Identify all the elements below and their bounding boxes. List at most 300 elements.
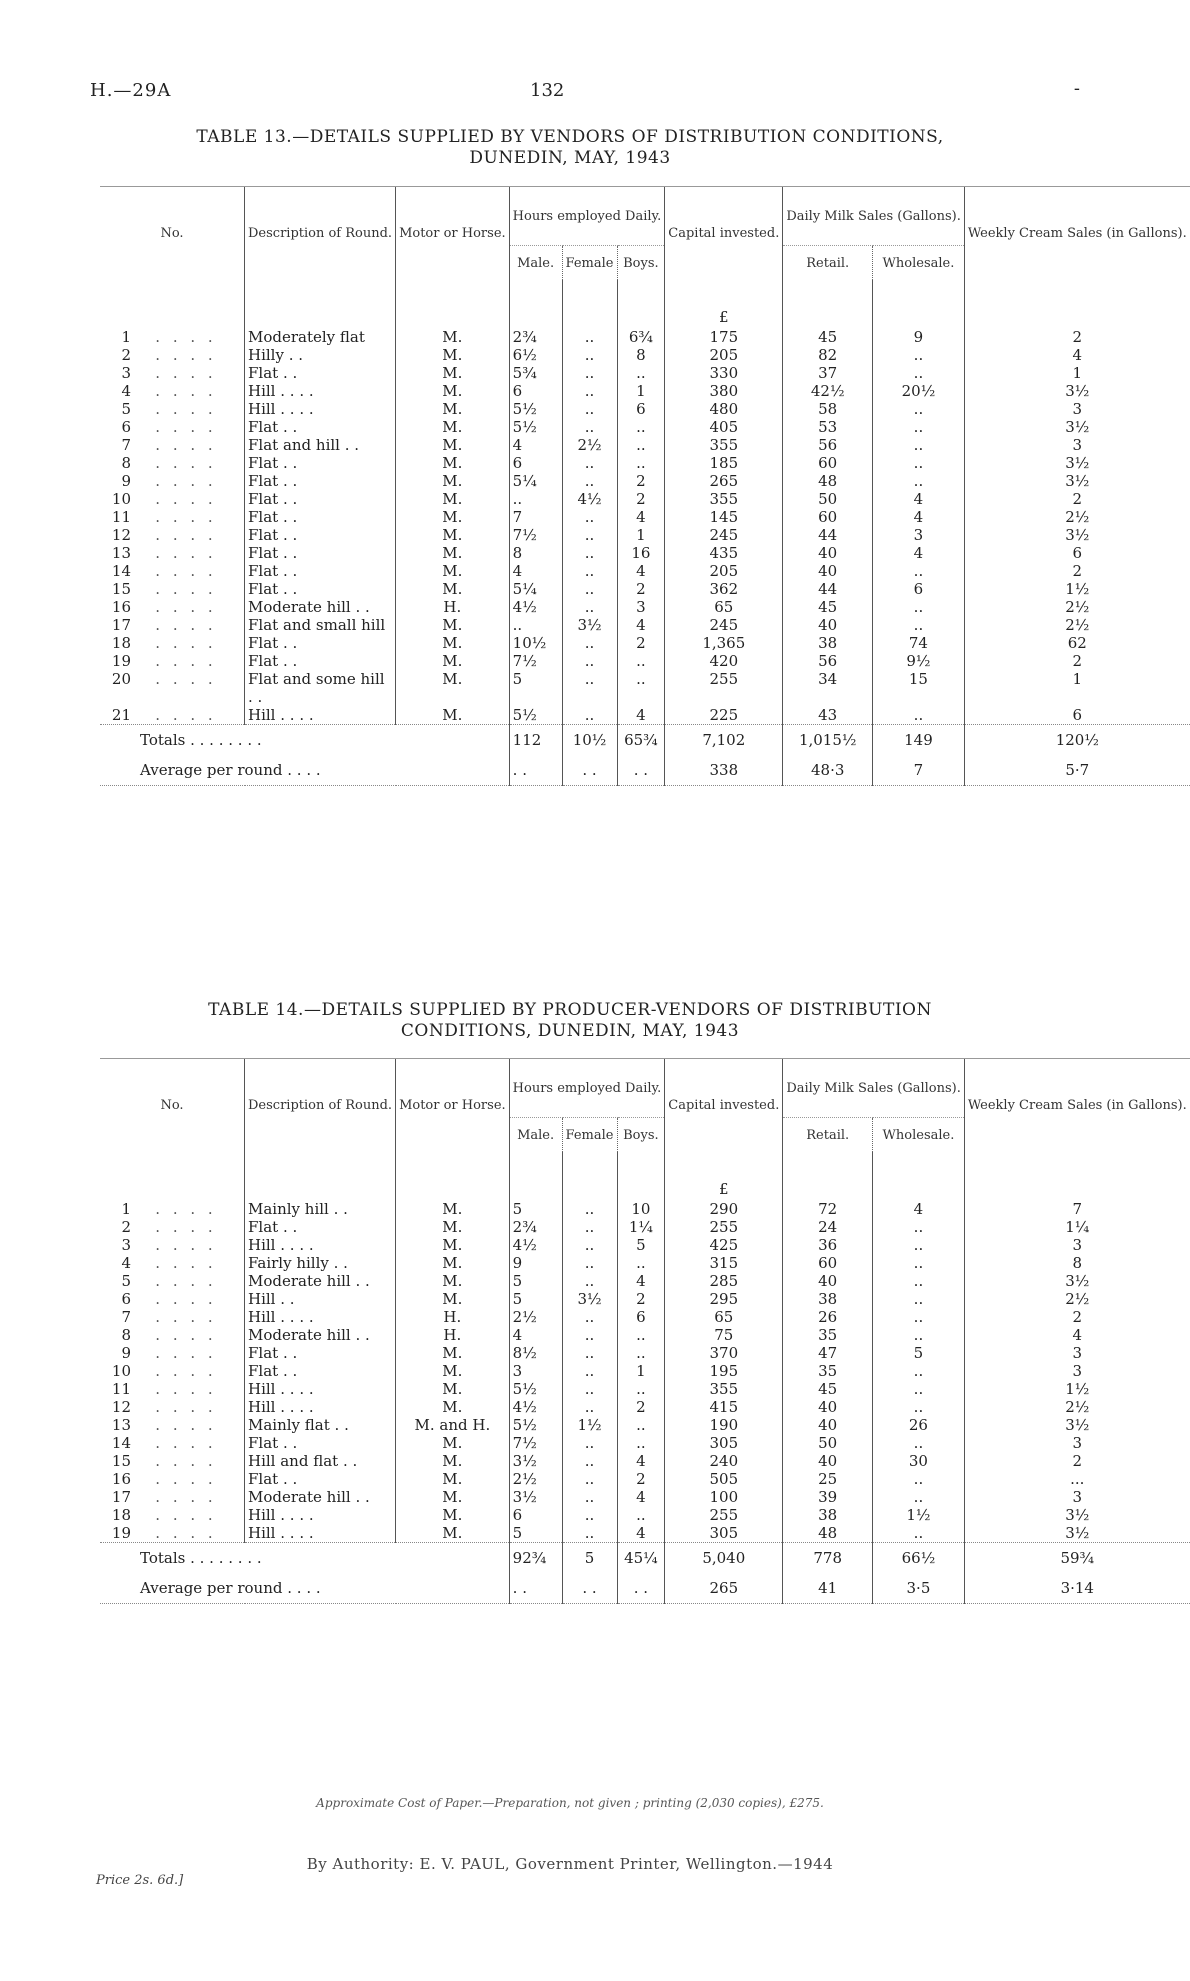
hours-female: ..: [562, 1272, 617, 1290]
hours-male: 7½: [509, 526, 562, 544]
hours-male: 2½: [509, 1470, 562, 1488]
hours-male: 6: [509, 1506, 562, 1524]
leader-dots: . . . .: [155, 364, 217, 382]
motor-or-horse: M.: [396, 1254, 510, 1272]
row-number: 12: [111, 1398, 131, 1416]
milk-wholesale: 26: [873, 1416, 965, 1434]
milk-wholesale: ..: [873, 1398, 965, 1416]
hours-female: ..: [562, 454, 617, 472]
round-description: Flat and hill . .: [245, 436, 396, 454]
hours-female: ..: [562, 1326, 617, 1344]
hours-female: 4½: [562, 490, 617, 508]
weekly-cream: 6: [964, 706, 1189, 725]
hours-female: ..: [562, 706, 617, 725]
table14-title-line1: TABLE 14.—DETAILS SUPPLIED BY PRODUCER-VENDORS OF DISTRIBUTION: [208, 1000, 932, 1020]
hours-female: ..: [562, 1218, 617, 1236]
leader-dots: . . . .: [155, 490, 217, 508]
milk-retail: 38: [783, 1290, 873, 1308]
table-row: [100, 1488, 1190, 1506]
weekly-cream: 3: [964, 1434, 1189, 1452]
motor-or-horse: M.: [396, 1362, 510, 1380]
hours-male: 9: [509, 1254, 562, 1272]
capital-invested: 405: [665, 418, 783, 436]
capital-invested: 185: [665, 454, 783, 472]
capital-invested: 380: [665, 382, 783, 400]
milk-retail: 45: [783, 328, 873, 346]
table-row: [100, 1254, 1190, 1272]
weekly-cream: 1¼: [964, 1218, 1189, 1236]
average-male: . .: [509, 755, 562, 786]
capital-invested: 1,365: [665, 634, 783, 652]
hours-male: 5½: [509, 418, 562, 436]
header-hours: Hours employed Daily.: [509, 187, 665, 246]
hours-female: 3½: [562, 1290, 617, 1308]
hours-female: ..: [562, 508, 617, 526]
motor-or-horse: M.: [396, 1506, 510, 1524]
row-number: 4: [121, 382, 131, 400]
hours-female: ..: [562, 400, 617, 418]
row-number: 18: [111, 634, 131, 652]
hours-boys: 4: [617, 1488, 665, 1506]
round-description: Hilly . .: [245, 346, 396, 364]
totals-retail: 778: [783, 1543, 873, 1574]
round-description: Hill . . . .: [245, 1308, 396, 1326]
totals-capital: 7,102: [665, 725, 783, 756]
hours-boys: 6: [617, 1308, 665, 1326]
row-number: 14: [111, 1434, 131, 1452]
hours-male: 5: [509, 1200, 562, 1218]
currency-row: [100, 308, 1190, 328]
currency-symbol: £: [665, 308, 783, 328]
hours-male: 4½: [509, 1236, 562, 1254]
header-female: Female: [562, 1118, 617, 1153]
hours-female: ..: [562, 1200, 617, 1218]
hours-female: ..: [562, 1470, 617, 1488]
hours-male: 6: [509, 382, 562, 400]
table-row: [100, 1398, 1190, 1416]
hours-female: ..: [562, 1254, 617, 1272]
header-female: Female: [562, 246, 617, 281]
hours-female: 2½: [562, 436, 617, 454]
round-description: Hill . . . .: [245, 1380, 396, 1398]
leader-dots: . . . .: [155, 1380, 217, 1398]
motor-or-horse: M.: [396, 1398, 510, 1416]
table-row: [100, 1452, 1190, 1470]
row-number: 11: [111, 508, 131, 526]
weekly-cream: 2½: [964, 1290, 1189, 1308]
milk-retail: 40: [783, 544, 873, 562]
milk-retail: 40: [783, 616, 873, 634]
milk-wholesale: 5: [873, 1344, 965, 1362]
round-description: Flat . .: [245, 562, 396, 580]
round-description: Flat . .: [245, 634, 396, 652]
milk-retail: 44: [783, 526, 873, 544]
round-description: Flat . .: [245, 1344, 396, 1362]
milk-retail: 53: [783, 418, 873, 436]
hours-female: ..: [562, 580, 617, 598]
totals-label: Totals . . . . . . . .: [100, 1543, 509, 1574]
leader-dots: . . . .: [155, 1506, 217, 1524]
table13-title-line2: DUNEDIN, MAY, 1943: [469, 148, 671, 168]
hours-boys: 4: [617, 616, 665, 634]
table13-title-line1: TABLE 13.—DETAILS SUPPLIED BY VENDORS OF DISTRIBUTION CONDITIONS,: [196, 127, 944, 147]
average-cream: 5·7: [964, 755, 1189, 786]
milk-wholesale: ..: [873, 1218, 965, 1236]
hours-boys: ..: [617, 454, 665, 472]
hours-male: 5: [509, 1524, 562, 1543]
milk-wholesale: ..: [873, 454, 965, 472]
leader-dots: . . . .: [155, 1362, 217, 1380]
milk-retail: 47: [783, 1344, 873, 1362]
leader-dots: . . . .: [155, 1290, 217, 1308]
hours-female: ..: [562, 598, 617, 616]
motor-or-horse: M.: [396, 1236, 510, 1254]
hours-male: 2¾: [509, 328, 562, 346]
hours-male: 6: [509, 454, 562, 472]
milk-retail: 38: [783, 634, 873, 652]
hours-female: ..: [562, 1398, 617, 1416]
table-row: [100, 1434, 1190, 1452]
table14: [100, 1058, 1190, 1604]
leader-dots: . . . .: [155, 436, 217, 454]
milk-retail: 35: [783, 1362, 873, 1380]
leader-dots: . . . .: [155, 1470, 217, 1488]
row-number: 8: [121, 454, 131, 472]
milk-retail: 34: [783, 670, 873, 706]
totals-boys: 45¼: [617, 1543, 665, 1574]
hours-male: 7: [509, 508, 562, 526]
table-row: [100, 346, 1190, 364]
hours-male: 10½: [509, 634, 562, 652]
totals-cream: 120½: [964, 725, 1189, 756]
round-description: Hill . .: [245, 1290, 396, 1308]
hours-boys: ..: [617, 418, 665, 436]
hours-male: 7½: [509, 1434, 562, 1452]
motor-or-horse: M.: [396, 1200, 510, 1218]
printer-authority: By Authority: E. V. PAUL, Government Printer, Wellington.—1944: [306, 1855, 834, 1873]
weekly-cream: 2: [964, 490, 1189, 508]
table-row: [100, 454, 1190, 472]
leader-dots: . . . .: [155, 706, 217, 724]
hours-boys: 2: [617, 580, 665, 598]
milk-retail: 45: [783, 598, 873, 616]
leader-dots: . . . .: [155, 418, 217, 436]
motor-or-horse: M.: [396, 1470, 510, 1488]
milk-wholesale: 9: [873, 328, 965, 346]
milk-retail: 40: [783, 1452, 873, 1470]
capital-invested: 355: [665, 490, 783, 508]
spacer-row: [100, 1152, 1190, 1180]
weekly-cream: 3: [964, 436, 1189, 454]
milk-wholesale: ..: [873, 706, 965, 725]
weekly-cream: 2½: [964, 598, 1189, 616]
hours-boys: 4: [617, 1452, 665, 1470]
table-row: [100, 364, 1190, 382]
hours-boys: ..: [617, 1254, 665, 1272]
hours-boys: ..: [617, 1416, 665, 1434]
capital-invested: 75: [665, 1326, 783, 1344]
leader-dots: . . . .: [155, 1398, 217, 1416]
average-female: . .: [562, 1573, 617, 1604]
round-description: Flat and small hill: [245, 616, 396, 634]
row-number: 13: [111, 1416, 131, 1434]
capital-invested: 100: [665, 1488, 783, 1506]
milk-retail: 38: [783, 1506, 873, 1524]
round-description: Mainly flat . .: [245, 1416, 396, 1434]
capital-invested: 175: [665, 328, 783, 346]
hours-male: 5½: [509, 706, 562, 725]
round-description: Flat and some hill . .: [245, 670, 396, 706]
weekly-cream: 2½: [964, 616, 1189, 634]
capital-invested: 145: [665, 508, 783, 526]
row-number: 15: [111, 1452, 131, 1470]
milk-retail: 56: [783, 652, 873, 670]
capital-invested: 330: [665, 364, 783, 382]
leader-dots: . . . .: [155, 1272, 217, 1290]
capital-invested: 190: [665, 1416, 783, 1434]
milk-wholesale: 3: [873, 526, 965, 544]
leader-dots: . . . .: [155, 1200, 217, 1218]
hours-boys: 2: [617, 490, 665, 508]
hours-female: ..: [562, 1236, 617, 1254]
milk-retail: 45: [783, 1380, 873, 1398]
weekly-cream: 6: [964, 544, 1189, 562]
round-description: Flat . .: [245, 1434, 396, 1452]
table-row: [100, 1416, 1190, 1434]
motor-or-horse: M.: [396, 1290, 510, 1308]
capital-invested: 245: [665, 526, 783, 544]
header-boys: Boys.: [617, 1118, 665, 1153]
hours-female: ..: [562, 1434, 617, 1452]
table-row: [100, 508, 1190, 526]
hours-male: 7½: [509, 652, 562, 670]
weekly-cream: 7: [964, 1200, 1189, 1218]
leader-dots: . . . .: [155, 1434, 217, 1452]
motor-or-horse: M.: [396, 580, 510, 598]
leader-dots: . . . .: [155, 1308, 217, 1326]
hours-boys: 16: [617, 544, 665, 562]
row-number: 2: [121, 346, 131, 364]
round-description: Moderate hill . .: [245, 1272, 396, 1290]
weekly-cream: 3½: [964, 526, 1189, 544]
weekly-cream: 4: [964, 1326, 1189, 1344]
hours-male: 3½: [509, 1488, 562, 1506]
price-note: Price 2s. 6d.]: [96, 1873, 184, 1888]
capital-invested: 505: [665, 1470, 783, 1488]
leader-dots: . . . .: [155, 1254, 217, 1272]
milk-retail: 39: [783, 1488, 873, 1506]
average-capital: 265: [665, 1573, 783, 1604]
row-number: 16: [111, 598, 131, 616]
milk-wholesale: ..: [873, 1524, 965, 1543]
weekly-cream: 3½: [964, 472, 1189, 490]
capital-invested: 425: [665, 1236, 783, 1254]
milk-wholesale: 6: [873, 580, 965, 598]
average-capital: 338: [665, 755, 783, 786]
round-description: Flat . .: [245, 1362, 396, 1380]
row-number: 18: [111, 1506, 131, 1524]
motor-or-horse: M.: [396, 1380, 510, 1398]
milk-retail: 36: [783, 1236, 873, 1254]
hours-female: 3½: [562, 616, 617, 634]
capital-invested: 65: [665, 1308, 783, 1326]
header-cream: Weekly Cream Sales (in Gallons).: [964, 1059, 1189, 1153]
milk-retail: 42½: [783, 382, 873, 400]
leader-dots: . . . .: [155, 400, 217, 418]
weekly-cream: 3½: [964, 1416, 1189, 1434]
weekly-cream: 62: [964, 634, 1189, 652]
motor-or-horse: M.: [396, 634, 510, 652]
hours-boys: ..: [617, 1506, 665, 1524]
leader-dots: . . . .: [155, 616, 217, 634]
round-description: Moderate hill . .: [245, 1488, 396, 1506]
leader-dots: . . . .: [155, 382, 217, 400]
motor-or-horse: M.: [396, 562, 510, 580]
header-no: No.: [100, 187, 245, 281]
leader-dots: . . . .: [155, 346, 217, 364]
leader-dots: . . . .: [155, 328, 217, 346]
milk-retail: 50: [783, 1434, 873, 1452]
leader-dots: . . . .: [155, 526, 217, 544]
weekly-cream: 1½: [964, 580, 1189, 598]
row-number: 11: [111, 1380, 131, 1398]
capital-invested: 362: [665, 580, 783, 598]
milk-retail: 82: [783, 346, 873, 364]
row-number: 10: [111, 490, 131, 508]
capital-invested: 370: [665, 1344, 783, 1362]
hours-female: ..: [562, 1524, 617, 1543]
row-number: 5: [121, 1272, 131, 1290]
capital-invested: 355: [665, 436, 783, 454]
motor-or-horse: M.: [396, 652, 510, 670]
average-wholesale: 3·5: [873, 1573, 965, 1604]
motor-or-horse: M.: [396, 364, 510, 382]
hours-male: 5½: [509, 1380, 562, 1398]
header-wholesale: Wholesale.: [873, 1118, 965, 1153]
header-motor: Motor or Horse.: [396, 187, 510, 281]
milk-retail: 56: [783, 436, 873, 454]
hours-male: 4: [509, 1326, 562, 1344]
motor-or-horse: M.: [396, 400, 510, 418]
weekly-cream: 3½: [964, 1272, 1189, 1290]
table-row: [100, 562, 1190, 580]
motor-or-horse: H.: [396, 1308, 510, 1326]
hours-male: 5¼: [509, 580, 562, 598]
round-description: Moderate hill . .: [245, 598, 396, 616]
motor-or-horse: M.: [396, 616, 510, 634]
capital-invested: 435: [665, 544, 783, 562]
hours-female: ..: [562, 1506, 617, 1524]
header-capital: Capital invested.: [665, 1059, 783, 1153]
motor-or-horse: M.: [396, 544, 510, 562]
weekly-cream: 3½: [964, 1506, 1189, 1524]
round-description: Flat . .: [245, 1470, 396, 1488]
leader-dots: . . . .: [155, 544, 217, 562]
row-number: 3: [121, 1236, 131, 1254]
row-number: 10: [111, 1362, 131, 1380]
table13-title: [90, 127, 1050, 169]
milk-wholesale: 4: [873, 508, 965, 526]
table-row: [100, 670, 1190, 706]
totals-label: Totals . . . . . . . .: [100, 725, 509, 756]
capital-invested: 305: [665, 1434, 783, 1452]
milk-wholesale: 20½: [873, 382, 965, 400]
header-retail: Retail.: [783, 1118, 873, 1153]
table-row: [100, 382, 1190, 400]
leader-dots: . . . .: [155, 598, 217, 616]
header-wholesale: Wholesale.: [873, 246, 965, 281]
motor-or-horse: M.: [396, 670, 510, 706]
table-row: [100, 1470, 1190, 1488]
motor-or-horse: M.: [396, 472, 510, 490]
hours-boys: 4: [617, 706, 665, 725]
motor-or-horse: M.: [396, 508, 510, 526]
hours-boys: 4: [617, 1272, 665, 1290]
motor-or-horse: M.: [396, 328, 510, 346]
capital-invested: 255: [665, 1218, 783, 1236]
milk-wholesale: ..: [873, 418, 965, 436]
table-row: [100, 1506, 1190, 1524]
row-number: 19: [111, 652, 131, 670]
hours-male: ..: [509, 616, 562, 634]
round-description: Flat . .: [245, 418, 396, 436]
hours-female: ..: [562, 1308, 617, 1326]
weekly-cream: 3: [964, 1488, 1189, 1506]
milk-wholesale: ..: [873, 1380, 965, 1398]
motor-or-horse: M.: [396, 454, 510, 472]
totals-boys: 65¾: [617, 725, 665, 756]
weekly-cream: 2: [964, 328, 1189, 346]
milk-wholesale: ..: [873, 1308, 965, 1326]
hours-female: ..: [562, 1362, 617, 1380]
motor-or-horse: M.: [396, 706, 510, 725]
weekly-cream: 3: [964, 400, 1189, 418]
row-number: 6: [121, 418, 131, 436]
milk-wholesale: ..: [873, 562, 965, 580]
weekly-cream: 2: [964, 1308, 1189, 1326]
leader-dots: . . . .: [155, 580, 217, 598]
table-row: [100, 1218, 1190, 1236]
hours-male: 5½: [509, 1416, 562, 1434]
leader-dots: . . . .: [155, 562, 217, 580]
table-row: [100, 418, 1190, 436]
weekly-cream: 1½: [964, 1380, 1189, 1398]
milk-retail: 24: [783, 1218, 873, 1236]
milk-retail: 40: [783, 562, 873, 580]
weekly-cream: 3: [964, 1236, 1189, 1254]
hours-male: 2¾: [509, 1218, 562, 1236]
header-cream: Weekly Cream Sales (in Gallons).: [964, 187, 1189, 281]
row-number: 7: [121, 1308, 131, 1326]
capital-invested: 480: [665, 400, 783, 418]
weekly-cream: 3½: [964, 1524, 1189, 1543]
motor-or-horse: H.: [396, 1326, 510, 1344]
hours-male: 6½: [509, 346, 562, 364]
table-row: [100, 526, 1190, 544]
header-motor: Motor or Horse.: [396, 1059, 510, 1153]
hours-boys: 2: [617, 472, 665, 490]
weekly-cream: 1: [964, 364, 1189, 382]
milk-retail: 40: [783, 1272, 873, 1290]
totals-capital: 5,040: [665, 1543, 783, 1574]
round-description: Flat . .: [245, 526, 396, 544]
header-hours: Hours employed Daily.: [509, 1059, 665, 1118]
milk-wholesale: 74: [873, 634, 965, 652]
leader-dots: . . . .: [155, 652, 217, 670]
round-description: Fairly hilly . .: [245, 1254, 396, 1272]
capital-invested: 265: [665, 472, 783, 490]
round-description: Hill . . . .: [245, 400, 396, 418]
